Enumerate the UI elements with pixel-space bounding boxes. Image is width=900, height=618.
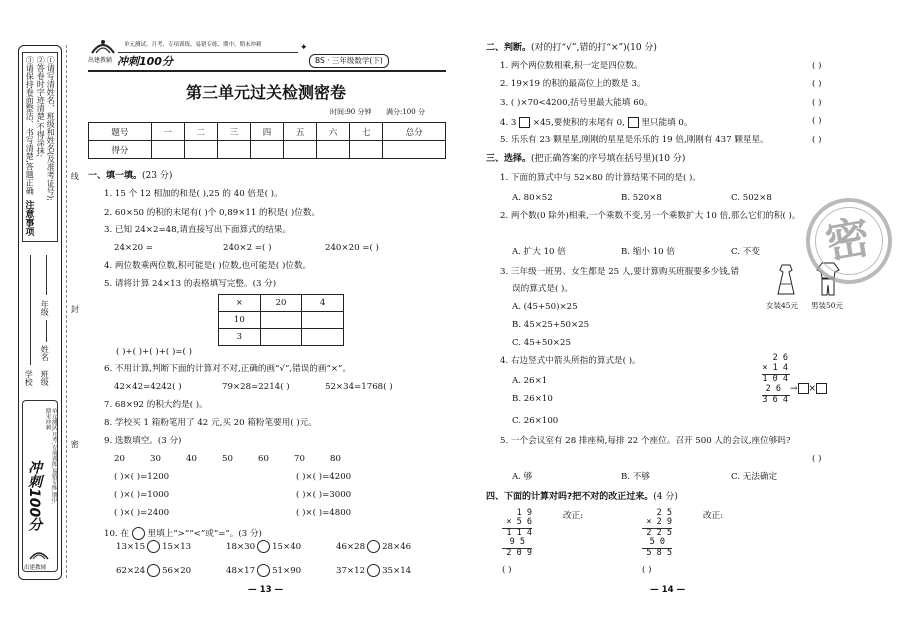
section-2-desc: (对的打“√”,错的打“×”)(10 分) [531,43,657,53]
grid-cell: 10 [219,312,261,329]
square-blank-icon [816,383,827,394]
v2-line-5: 5 8 5 [646,548,672,558]
choice-3-option-b: B. 45×25+50×25 [512,320,590,330]
sidebar-logo-icon [28,545,50,563]
choice-1-option-b: B. 520×8 [621,193,662,203]
compare-right: 56×20 [162,566,192,576]
compare-item [226,564,301,577]
compare-right: 35×14 [382,566,412,576]
vc4-line-1: 2 6 [772,353,788,363]
fill-q8: 8. 学校买 1 箱粉笔用了 42 元,买 20 箱粉笔要用( )元。 [104,418,317,428]
compare-left: 18×30 [226,542,256,552]
vc4-line-4: 2 6 [765,384,781,394]
q9-number: 40 [186,454,197,464]
q9-number: 30 [150,454,161,464]
choice-3-line-2: 误的算式是( )。 [512,284,573,294]
sidebar-publisher: 出建教辅 [24,565,47,571]
compare-left: 37×12 [336,566,366,576]
choice-3: 3. 三年级一班男、女生都是 25 人,要计算购买班服要多少钱,错 [500,267,740,277]
compare-item [116,540,191,553]
compare-right: 15×13 [162,542,192,552]
compare-circle-icon[interactable] [257,540,270,553]
score-header-cell: 一 [151,123,184,141]
fill-q9-f: ( )×( )=4800 [296,508,352,518]
grade-field[interactable] [46,255,47,295]
score-cell[interactable] [151,141,184,159]
score-cell[interactable] [383,141,446,159]
choice-2-option-a: A. 扩大 10 倍 [512,247,566,257]
class-label: 班级 [40,370,50,386]
v2-line-1: 2 5 [656,508,672,518]
section-1-title: 一、填一填。 [88,171,143,181]
fix-2-answer[interactable]: ( ) [642,565,652,575]
fill-q9-b: ( )×( )=4200 [296,472,352,482]
grid-cell: 4 [302,295,344,312]
choice-4: 4. 右边竖式中箭头所指的算式是( )。 [500,356,641,366]
grid-cell: × [219,295,261,312]
seal-line-1: 线 [70,172,80,180]
grid-cell[interactable] [302,329,344,346]
fill-q5: 5. 请将计算 24×13 的表格填写完整。(3 分) [104,279,277,289]
grid-cell[interactable] [302,312,344,329]
correction-calc-1 [500,509,540,559]
score-header-cell: 题号 [89,123,152,141]
header-brand: 冲刺100分 [117,55,173,68]
grid-cell: 3 [219,329,261,346]
q10-compare-grid [116,540,446,580]
notes-title: 注意事项 [23,200,34,236]
fill-q3-b: 240×2 =( ) [223,243,272,253]
compare-circle-icon[interactable] [147,540,160,553]
judge-5-answer[interactable]: ( ) [812,135,822,145]
judge-1-answer[interactable]: ( ) [812,61,822,71]
square-blank-icon [519,117,530,128]
fix-1-answer[interactable]: ( ) [502,565,512,575]
v1-line-5: 2 0 9 [506,548,532,558]
judge-2: 2. 19×19 的积的最高位上的数是 3。 [500,79,646,89]
grid-cell: 20 [260,295,302,312]
compare-item [336,540,411,553]
judge-3-answer[interactable]: ( ) [812,98,822,108]
v1-line-4: 9 5 [509,537,525,547]
fill-q9-a: ( )×( )=1200 [114,472,170,482]
judge-5: 5. 乐乐有 23 颗星星,刚刚的星星是乐乐的 19 倍,刚刚有 437 颗星星。 [500,135,769,145]
score-header-cell: 六 [317,123,350,141]
compare-right: 28×46 [382,542,412,552]
choice-5-option-a: A. 够 [512,472,533,482]
header-plus-icon: ✦ [300,43,308,53]
score-cell[interactable] [184,141,217,159]
fill-q2: 2. 60×50 的积的末尾有( )个 0,89×11 的积是( )位数。 [104,208,321,218]
male-outfit-price: 男装50元 [811,301,844,310]
sidebar-brand-desc: 单元测试,月考,专项训练,易错专练,期中,期末冲刺 [44,408,57,505]
compare-circle-icon[interactable] [147,564,160,577]
choice-5-option-b: B. 不够 [621,472,650,482]
note-2: ②答卷时字迹清楚,不得涂抹; [36,56,46,158]
fill-q10-prefix: 10. 在 [104,529,129,539]
judge-4-part-a: 4. 3 [500,118,517,128]
choice-4-vertical-calc [760,354,810,404]
v1-line-3: 1 1 4 [506,528,532,538]
header-rule [118,52,298,53]
choice-5-answer[interactable]: ( ) [812,454,822,464]
school-field[interactable] [30,255,31,365]
grid-cell[interactable] [260,329,302,346]
choice-5-option-c: C. 无法确定 [731,472,778,482]
choice-4-option-b: B. 26×10 [512,394,553,404]
choice-4-option-a: A. 26×1 [512,376,548,386]
square-blank-icon [798,383,809,394]
page-number-14: — 14 — [650,585,686,595]
exam-time: 时间:90 分钟 [330,108,372,116]
choice-3-option-a: A. (45+50)×25 [512,302,578,312]
compare-left: 46×28 [336,542,366,552]
vc4-line-5: 3 6 4 [762,395,788,405]
compare-circle-icon[interactable] [257,564,270,577]
section-4-points: (4 分) [653,492,678,502]
judge-3: 3. ( )×70<4200,括号里最大能填 60。 [500,98,653,108]
choice-4-option-c: C. 26×100 [512,416,559,426]
choice-2: 2. 两个数(0 除外)相乘,一个乘数不变,另一个乘数扩大 10 倍,那么它们的积( )。 [500,211,801,221]
section-3-title: 三、选择。 [486,154,532,164]
square-blank-icon [628,117,639,128]
seal-line-2: 封 [70,305,80,313]
choice-1-option-a: A. 80×52 [512,193,553,203]
compare-left: 13×15 [116,542,146,552]
school-label: 学校 [24,370,34,386]
arrow-icon: → × [790,383,827,394]
v2-line-4: 5 0 [649,537,665,547]
judge-4-part-c: 里只能填 0。 [641,118,693,128]
section-4-heading [486,493,678,502]
score-cell[interactable] [284,141,317,159]
page-number-13: — 13 — [248,585,284,595]
fill-q1: 1. 15 个 12 相加的和是( ),25 的 40 倍是( )。 [104,189,283,199]
note-1: ①请写清姓名、班级和姓名(及准考证号); [46,56,56,201]
choice-1-option-c: C. 502×8 [731,193,772,203]
fill-q10-rest: 里填上“>”“<”或“=”。(3 分) [147,529,262,539]
compare-right: 51×90 [272,566,302,576]
name-field[interactable] [46,320,47,342]
vc4-line-2: × 1 4 [762,363,788,373]
judge-4-part-b: ×45,要使积的末尾有 0, [532,118,625,128]
compare-circle-icon[interactable] [367,564,380,577]
choice-2-option-b: B. 缩小 10 倍 [621,247,675,257]
header-publisher: 出建教辅 [88,57,113,64]
page-title: 第三单元过关检测密卷 [186,83,347,102]
fill-q6: 6. 不用计算,判断下面的计算对不对,正确的画“√”,错误的画“×”。 [104,364,352,374]
score-header-cell: 总分 [383,123,446,141]
score-cell[interactable] [317,141,350,159]
q9-number: 20 [114,454,125,464]
section-1-points: (23 分) [142,171,173,181]
fill-q4: 4. 两位数乘两位数,积可能是( )位数,也可能是( )位数。 [104,261,312,271]
stamp-text: 密 [821,211,875,270]
fill-q6-a: 42×42=4242( ) [114,382,182,392]
compare-right: 15×40 [272,542,302,552]
fill-q3-c: 240×20 =( ) [325,243,379,253]
exam-full-score: 满分:100 分 [386,108,425,116]
choice-1: 1. 下面的算式中与 52×80 的计算结果不同的是( )。 [500,173,701,183]
fill-q3: 3. 已知 24×2=48,请直接写出下面算式的结果。 [104,225,292,235]
fix-2-label: 改正: [703,511,724,521]
score-cell[interactable] [350,141,383,159]
choice-3-option-c: C. 45+50×25 [512,338,571,348]
header-logo-icon [90,37,116,57]
choice-5: 5. 一个会议室有 28 排座椅,每排 22 个座位。召开 500 人的会议,座位够吗? [500,436,791,446]
fill-q9: 9. 选数填空。(3 分) [104,436,182,446]
q9-number-row [114,455,374,465]
compare-item [116,564,191,577]
circle-blank-icon [132,527,145,540]
v1-line-2: × 5 6 [506,517,532,527]
vc4-line-3: 1 0 4 [762,374,788,384]
compare-circle-icon[interactable] [367,540,380,553]
judge-1: 1. 两个两位数相乘,积一定是四位数。 [500,61,643,71]
grid-cell[interactable] [260,312,302,329]
v1-line-1: 1 9 [516,508,532,518]
score-row-label: 得分 [89,141,152,159]
multiplication-table [218,294,344,346]
note-3: ③请保持卷面整洁、书写清楚,答题正确 [25,56,35,195]
fill-q10 [104,527,262,540]
fill-q9-d: ( )×( )=3000 [296,490,352,500]
section-3-heading [486,155,685,164]
section-1-heading [88,172,172,181]
score-cell[interactable] [250,141,283,159]
sidebar-brand: 冲刺100分 [26,460,43,532]
score-header-cell: 三 [217,123,250,141]
compare-item [226,540,301,553]
fill-q3-a: 24×20 = [114,243,154,253]
name-label: 姓名 [40,345,50,361]
fill-q5-answer-line: ( )+( )+( )+( )=( ) [116,347,192,357]
fill-q6-b: 79×28=2214( ) [222,382,290,392]
judge-2-answer[interactable]: ( ) [812,79,822,89]
compare-left: 62×24 [116,566,146,576]
q9-number: 50 [222,454,233,464]
fill-q7: 7. 68×92 的积大约是( )。 [104,400,208,410]
header-tag: BS · 三年级数学(下) [309,54,389,68]
fill-q9-e: ( )×( )=2400 [114,508,170,518]
score-cell[interactable] [217,141,250,159]
judge-4-answer[interactable]: ( ) [812,116,822,126]
choice-2-option-c: C. 不变 [731,247,760,257]
section-2-title: 二、判断。 [486,43,532,53]
v2-line-2: × 2 9 [646,517,672,527]
grade-label: 年级 [40,300,50,316]
v2-line-3: 2 2 5 [646,528,672,538]
header-tagline: 单元测试、月考、专项训练、易错专练、期中、期末冲刺 [124,42,262,48]
score-table [88,122,446,159]
score-header-cell: 二 [184,123,217,141]
score-header-cell: 七 [350,123,383,141]
seal-line-3: 密 [70,440,80,448]
judge-4 [500,117,692,128]
compare-left: 48×17 [226,566,256,576]
q9-number: 70 [294,454,305,464]
compare-item [336,564,411,577]
female-outfit-price: 女装45元 [766,301,799,310]
fill-q9-c: ( )×( )=1000 [114,490,170,500]
q9-number: 60 [258,454,269,464]
score-header-cell: 四 [250,123,283,141]
correction-calc-2 [640,509,680,559]
fill-q6-c: 52×34=1768( ) [325,382,393,392]
dress-icon [776,264,796,296]
section-2-heading [486,44,657,53]
fix-1-label: 改正: [563,511,584,521]
header-underline [88,70,446,72]
section-3-desc: (把正确答案的序号填在括号里)(10 分) [531,154,686,164]
q9-number: 80 [330,454,341,464]
score-header-cell: 五 [284,123,317,141]
seal-dashed-line [66,45,67,578]
confidential-stamp [806,198,892,284]
section-4-title: 四、下面的计算对吗?把不对的改正过来。 [486,492,654,502]
